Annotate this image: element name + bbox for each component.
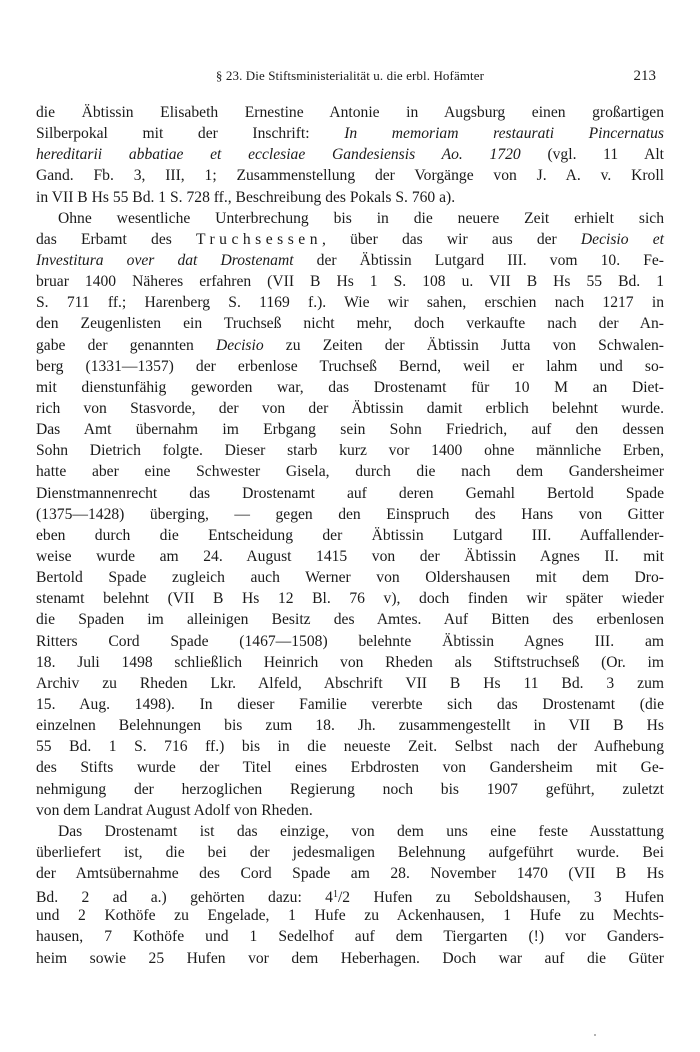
text-line [36,588,664,609]
superscript: 1 [332,889,338,901]
text-run: von dem Landrat August Adolf von Rheden. [36,801,313,819]
text-run: Gand. Fb. 3, III, 1; Zusammenstellung der Vorgänge von J. A. v. Kroll [36,167,664,185]
text-line [36,313,664,334]
text-line [36,356,664,377]
text-run: eben durch die Entscheidung der Äbtissin Lutgard III. Auffallender- [36,526,664,544]
text-run: hausen, 7 Kothöfe und 1 Sedelhof auf dem Tiergarten (!) vor Ganders- [36,928,664,946]
text-line [36,525,664,546]
text-run: in VII B Hs 55 Bd. 1 S. 728 ff., Beschreibung des Pokals S. 760 a). [36,188,456,206]
text-line [36,461,664,482]
text-run: Archiv zu Rheden Lkr. Alfeld, Abschrift VII B Hs 11 Bd. 3 zum [36,674,664,692]
text-line [36,102,664,123]
text-run: Das Amt übernahm im Erbgang sein Sohn Friedrich, auf den dessen [36,421,664,439]
text-run: 55 Bd. 1 S. 716 ff.) bis in die neueste Zeit. Selbst nach der Aufhebung [36,738,664,756]
text-run: Silberpokal mit der Inschrift: [36,125,345,143]
text-line [36,800,664,821]
text-run: zu Zeiten der Äbtissin Jutta von Schwalen- [263,336,665,354]
text-line [36,821,664,842]
text-line [36,757,664,778]
text-run: Bertold Spade zugleich auch Werner von Oldershausen mit dem Dro- [36,569,664,587]
italic-run: Investitura over dat Drostenamt [36,251,294,269]
text-run: hatte aber eine Schwester Gisela, durch die nach dem Gandersheimer [36,463,664,481]
text-line [36,419,664,440]
text-line [36,292,664,313]
text-run: den Zeugenlisten ein Truchseß nicht mehr, doch verkaufte nach der An- [36,315,664,333]
running-title: § 23. Die Stiftsministerialität u. die erbl. Hofämter [215,68,485,83]
text-run: , über das wir aus der [322,230,581,248]
text-run: /2 Hufen zu Seboldshausen, 3 Hufen [337,889,664,907]
text-line [36,673,664,694]
text-line [36,715,664,736]
text-run: (vgl. 11 Alt [520,146,664,164]
text-line [36,905,664,926]
italic-run: In memoriam restaurati Pincernatus [344,125,664,143]
text-run: bruar 1400 Näheres erfahren (VII B Hs 1 S. 108 u. VII B Hs 55 Bd. 1 [36,273,664,291]
text-line [36,884,664,905]
text-run: Ohne wesentliche Unterbrechung bis in die neuere Zeit erhielt sich [58,209,664,227]
text-line [36,609,664,630]
text-run: mit dienstunfähig geworden war, das Drostenamt für 10 M an Diet- [36,378,664,396]
text-line [36,546,664,567]
text-line [36,208,664,229]
body-text [36,102,664,969]
text-run: des Stifts wurde der Titel eines Erbdrosten von Gandersheim mit Ge- [36,759,664,777]
text-line [36,948,664,969]
text-run: Dienstmannenrecht das Drostenamt auf deren Gemahl Bertold Spade [36,484,664,502]
text-run: nehmigung der herzoglichen Regierung noch bis 1907 geführt, zuletzt [36,780,664,798]
text-line [36,504,664,525]
text-run: S. 711 ff.; Harenberg S. 1169 f.). Wie wir sahen, erschien nach 1217 in [36,294,664,312]
text-run: 15. Aug. 1498). In dieser Familie vererbte sich das Drostenamt (die [36,695,664,713]
text-line [36,863,664,884]
text-line [36,440,664,461]
italic-run: Decisio [215,336,264,354]
text-run: einzelnen Belehnungen bis zum 18. Jh. zusammengestellt in VII B Hs [36,717,664,735]
text-line [36,694,664,715]
text-run: rich von Stasvorde, der von der Äbtissin damit erblich belehnt wurde. [36,399,664,417]
italic-run: hereditarii abbatiae et ecclesiae Gandesiensis Ao. 1720 [36,146,521,164]
page-number: 213 [633,68,656,84]
text-line [36,165,664,186]
text-run: Sohn Dietrich folgte. Dieser starb kurz vor 1400 ohne männliche Erben, [36,442,664,460]
spaced-run: Truchsessen [195,230,323,248]
text-run: der Äbtissin Lutgard III. vom 10. Fe- [293,251,665,269]
text-run: weise wurde am 24. August 1415 von der Äbtissin Agnes II. mit [36,547,664,565]
text-line [36,271,664,292]
text-line [36,398,664,419]
text-line [36,567,664,588]
text-line [36,123,664,144]
margin-speck [594,1034,596,1036]
text-run: heim sowie 25 Hufen vor dem Heberhagen. Doch war auf die Güter [36,949,664,967]
text-line [36,652,664,673]
text-run: (1375—1428) überging, — gegen den Einspruch des Hans von Gitter [36,505,664,523]
text-line [36,377,664,398]
text-line [36,335,664,356]
text-line [36,144,664,165]
text-run: Das Drostenamt ist das einzige, von dem uns eine feste Ausstattung [58,822,664,840]
text-run: stenamt belehnt (VII B Hs 12 Bl. 76 v), doch finden wir später wieder [36,590,664,608]
text-line [36,631,664,652]
text-run: 18. Juli 1498 schließlich Heinrich von Rheden als Stiftstruchseß (Or. im [36,653,664,671]
text-line [36,250,664,271]
text-run: gabe der genannten [36,336,216,354]
text-line [36,483,664,504]
text-run: das Erbamt des [36,230,196,248]
text-line [36,187,664,208]
text-run: Bd. 2 ad a.) gehörten dazu: 4 [36,889,333,907]
text-line [36,779,664,800]
text-run: überliefert ist, die bei der jedesmaligen Belehnung aufgeführt wurde. Bei [36,843,664,861]
text-run: und 2 Kothöfe zu Engelade, 1 Hufe zu Ackenhausen, 1 Hufe zu Mechts- [36,907,664,925]
text-line [36,736,664,757]
text-line [36,842,664,863]
text-line [36,926,664,947]
text-run: die Spaden im alleinigen Besitz des Amtes. Auf Bitten des erbenlosen [36,611,664,629]
text-run: der Amtsübernahme des Cord Spade am 28. November 1470 (VII B Hs [36,865,664,883]
text-run: berg (1331—1357) der erbenlose Truchseß Bernd, weil er lahm und so- [36,357,664,375]
text-run: Ritters Cord Spade (1467—1508) belehnte Äbtissin Agnes III. am [36,632,664,650]
running-head [36,66,664,86]
text-line [36,229,664,250]
italic-run: Decisio et [580,230,664,248]
text-run: die Äbtissin Elisabeth Ernestine Antonie in Augsburg einen großartigen [36,104,664,121]
